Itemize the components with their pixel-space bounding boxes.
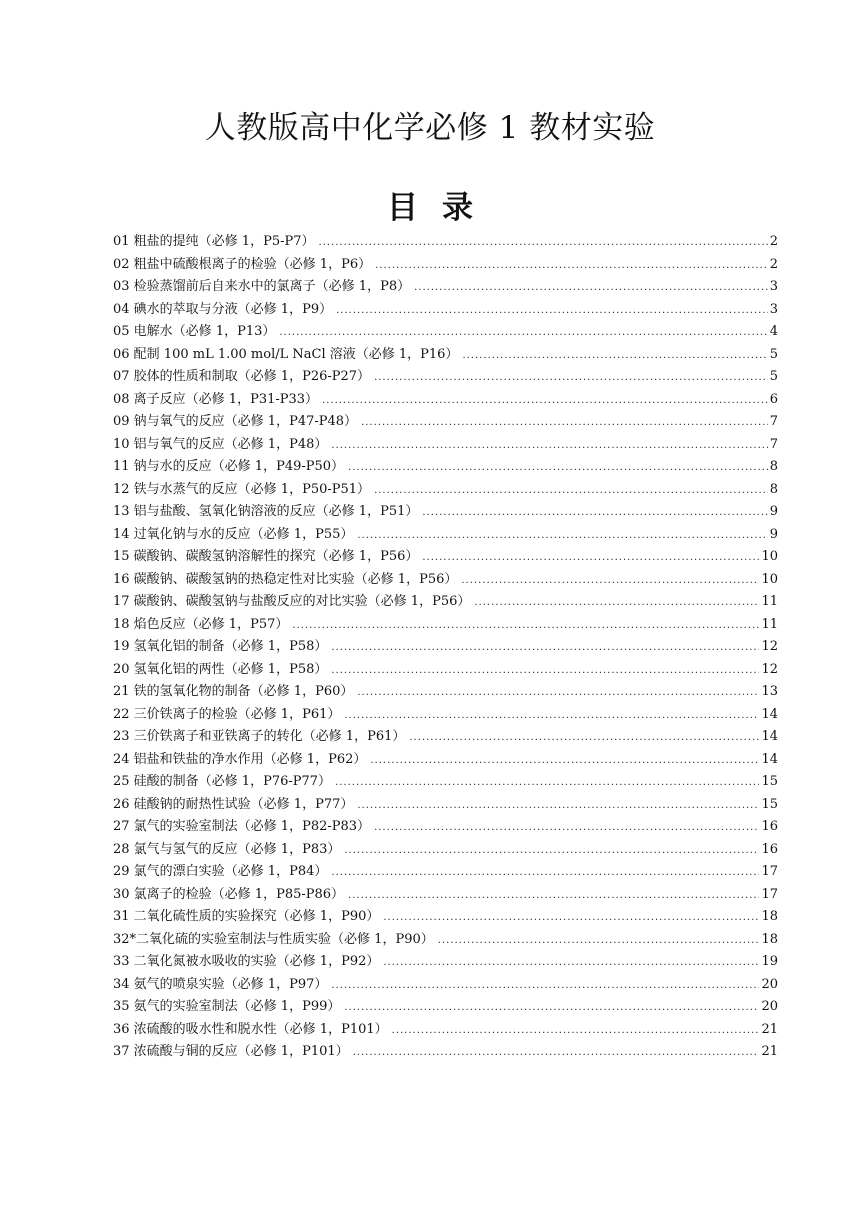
toc-entry-label: 15 碳酸钠、碳酸氢钠溶解性的探究（必修 1，P56） [113, 549, 419, 564]
toc-entry[interactable] [113, 321, 778, 344]
toc-dot-leader [331, 862, 759, 885]
toc-entry[interactable] [113, 816, 778, 839]
toc-entry-label: 16 碳酸钠、碳酸氢钠的热稳定性对比实验（必修 1，P56） [113, 571, 458, 587]
toc-entry-label: 03 检验蒸馏前后自来水中的氯离子（必修 1，P8） [113, 279, 411, 294]
toc-entry-label: 13 铝与盐酸、氢氧化钠溶液的反应（必修 1，P51） [113, 504, 419, 519]
toc-entry[interactable] [113, 951, 778, 974]
toc-entry[interactable] [113, 726, 778, 749]
toc-entry-label: 29 氯气的漂白实验（必修 1，P84） [113, 864, 328, 879]
toc-entry-label: 30 氯离子的检验（必修 1，P85-P86） [113, 886, 345, 902]
toc-entry-label: 17 碳酸钠、碳酸氢钠与盐酸反应的对比实验（必修 1，P56） [113, 594, 471, 609]
toc-entry-label: 08 离子反应（必修 1，P31-P33） [113, 391, 319, 407]
toc-dot-leader [361, 412, 768, 435]
toc-dot-leader [344, 840, 759, 863]
toc-entry-label: 35 氨气的实验室制法（必修 1，P99） [113, 999, 341, 1014]
toc-entry[interactable] [113, 524, 778, 547]
toc-entry-page-number: 7 [769, 436, 778, 452]
toc-dot-leader [374, 817, 759, 840]
toc-entry-page-number: 21 [761, 1021, 778, 1037]
toc-entry[interactable] [113, 636, 778, 659]
toc-entry-label: 12 铁与水蒸气的反应（必修 1，P50-P51） [113, 481, 371, 497]
toc-entry[interactable] [113, 906, 778, 929]
toc-entry[interactable] [113, 389, 778, 412]
toc-dot-leader [344, 705, 759, 728]
toc-entry-page-number: 20 [761, 976, 778, 992]
toc-dot-leader [375, 255, 768, 278]
toc-entry-page-number: 7 [769, 414, 778, 429]
toc-dot-leader [331, 637, 759, 660]
toc-entry[interactable] [113, 569, 778, 592]
toc-entry-page-number: 3 [769, 301, 778, 317]
toc-dot-leader [461, 570, 759, 593]
toc-entry-page-number: 18 [761, 909, 778, 924]
toc-entry-page-number: 18 [761, 931, 778, 947]
toc-entry[interactable] [113, 254, 778, 277]
toc-entry-label: 14 过氧化钠与水的反应（必修 1，P55） [113, 526, 354, 542]
toc-dot-leader [422, 547, 759, 570]
toc-dot-leader [336, 300, 768, 323]
toc-heading-char-2: 录 [442, 190, 473, 226]
toc-dot-leader [462, 345, 767, 368]
toc-entry[interactable] [113, 479, 778, 502]
toc-entry-label: 11 钠与水的反应（必修 1，P49-P50） [113, 459, 345, 474]
toc-entry-page-number: 13 [761, 684, 778, 699]
toc-entry[interactable] [113, 411, 778, 434]
toc-dot-leader [331, 660, 759, 683]
toc-dot-leader [331, 975, 759, 998]
toc-entry[interactable] [113, 434, 778, 457]
toc-dot-leader [474, 592, 759, 615]
toc-entry[interactable] [113, 996, 778, 1019]
toc-entry[interactable] [113, 974, 778, 997]
toc-entry-page-number: 17 [761, 886, 778, 902]
toc-entry-page-number: 8 [769, 481, 778, 497]
toc-entry-label: 23 三价铁离子和亚铁离子的转化（必修 1，P61） [113, 729, 406, 744]
toc-entry-page-number: 2 [769, 234, 778, 249]
toc-entry[interactable] [113, 456, 778, 479]
toc-dot-leader [357, 682, 759, 705]
toc-entry[interactable] [113, 366, 778, 389]
toc-entry-label: 25 硅酸的制备（必修 1，P76-P77） [113, 774, 332, 789]
toc-entry-label: 24 铝盐和铁盐的净水作用（必修 1，P62） [113, 751, 367, 767]
toc-entry-label: 05 电解水（必修 1，P13） [113, 324, 276, 339]
document-title: 人教版高中化学必修 1 教材实验 [204, 110, 656, 146]
toc-entry-page-number: 10 [761, 571, 778, 587]
toc-entry-page-number: 8 [769, 459, 778, 474]
toc-dot-leader [344, 997, 759, 1020]
toc-dot-leader [414, 277, 768, 300]
toc-entry[interactable] [113, 276, 778, 299]
toc-entry[interactable] [113, 861, 778, 884]
toc-entry-label: 01 粗盐的提纯（必修 1，P5-P7） [113, 234, 315, 249]
toc-entry-page-number: 16 [761, 841, 778, 857]
toc-entry-page-number: 3 [769, 279, 778, 294]
toc-entry[interactable] [113, 704, 778, 727]
toc-entry-page-number: 12 [761, 639, 778, 654]
toc-dot-leader [331, 435, 767, 458]
toc-dot-leader [422, 502, 767, 525]
toc-dot-leader [370, 750, 759, 773]
toc-dot-leader [374, 480, 768, 503]
toc-entry-label: 19 氢氧化铝的制备（必修 1，P58） [113, 639, 328, 654]
toc-entry-label: 33 二氧化氮被水吸收的实验（必修 1，P92） [113, 954, 380, 969]
toc-entry-label: 09 钠与氧气的反应（必修 1，P47-P48） [113, 414, 358, 429]
toc-entry-label: 22 三价铁离子的检验（必修 1，P61） [113, 706, 341, 722]
toc-entry-label: 06 配制 100 mL 1.00 mol/L NaCl 溶液（必修 1，P16） [113, 346, 459, 362]
toc-dot-leader [348, 457, 768, 480]
toc-entry-page-number: 11 [761, 616, 778, 632]
toc-entry[interactable] [113, 344, 778, 367]
toc-entry-label: 07 胶体的性质和制取（必修 1，P26-P27） [113, 369, 371, 384]
toc-entry[interactable] [113, 1019, 778, 1042]
toc-entry-label: 20 氢氧化铝的两性（必修 1，P58） [113, 661, 328, 677]
toc-heading-char-1: 目 [387, 190, 418, 226]
toc-entry-page-number: 14 [761, 729, 778, 744]
toc-dot-leader [319, 232, 768, 255]
toc-entry-label: 37 浓硫酸与铜的反应（必修 1，P101） [113, 1044, 349, 1059]
toc-entry-page-number: 20 [761, 999, 778, 1014]
toc-entry-page-number: 4 [769, 324, 778, 339]
toc-entry-page-number: 17 [761, 864, 778, 879]
toc-entry[interactable] [113, 771, 778, 794]
toc-entry-page-number: 16 [761, 819, 778, 834]
toc-entry[interactable] [113, 681, 778, 704]
toc-dot-leader [357, 525, 767, 548]
toc-entry[interactable] [113, 231, 778, 254]
toc-entry-page-number: 15 [761, 796, 778, 812]
toc-entry-label: 02 粗盐中硫酸根离子的检验（必修 1，P6） [113, 256, 372, 272]
toc-list [113, 231, 778, 1064]
toc-entry-page-number: 19 [761, 954, 778, 969]
toc-dot-leader [292, 615, 759, 638]
toc-entry[interactable] [113, 749, 778, 772]
toc-entry-label: 28 氯气与氢气的反应（必修 1，P83） [113, 841, 341, 857]
toc-entry-page-number: 21 [761, 1044, 778, 1059]
toc-entry-label: 04 碘水的萃取与分液（必修 1，P9） [113, 301, 333, 317]
toc-dot-leader [409, 727, 759, 750]
toc-entry[interactable] [113, 501, 778, 524]
toc-entry-label: 26 硅酸钠的耐热性试验（必修 1，P77） [113, 796, 354, 812]
toc-entry-page-number: 10 [761, 549, 778, 564]
toc-entry[interactable] [113, 591, 778, 614]
toc-dot-leader [374, 367, 768, 390]
toc-dot-leader [383, 907, 759, 930]
toc-dot-leader [353, 1042, 760, 1065]
toc-entry[interactable] [113, 299, 778, 322]
toc-entry-page-number: 14 [761, 706, 778, 722]
toc-entry-page-number: 5 [769, 346, 778, 362]
toc-dot-leader [438, 930, 760, 953]
toc-dot-leader [392, 1020, 760, 1043]
toc-entry[interactable] [113, 614, 778, 637]
toc-entry[interactable] [113, 884, 778, 907]
toc-entry-label: 10 铝与氧气的反应（必修 1，P48） [113, 436, 328, 452]
toc-entry-page-number: 5 [769, 369, 778, 384]
toc-entry-page-number: 6 [769, 391, 778, 407]
toc-entry-page-number: 11 [761, 594, 778, 609]
toc-entry-page-number: 2 [769, 256, 778, 272]
toc-entry-page-number: 15 [761, 774, 778, 789]
toc-entry[interactable] [113, 1041, 778, 1064]
toc-dot-leader [335, 772, 759, 795]
toc-entry[interactable] [113, 546, 778, 569]
toc-entry-page-number: 9 [769, 526, 778, 542]
toc-dot-leader [357, 795, 759, 818]
toc-entry-page-number: 12 [761, 661, 778, 677]
toc-dot-leader [348, 885, 759, 908]
toc-heading [0, 186, 860, 230]
toc-entry[interactable] [113, 929, 778, 952]
toc-entry-label: 18 焰色反应（必修 1，P57） [113, 616, 289, 632]
toc-entry-label: 36 浓硫酸的吸水性和脱水性（必修 1，P101） [113, 1021, 388, 1037]
toc-entry-label: 21 铁的氢氧化物的制备（必修 1，P60） [113, 684, 354, 699]
toc-entry-page-number: 14 [761, 751, 778, 767]
toc-entry-page-number: 9 [769, 504, 778, 519]
toc-entry-label: 34 氨气的喷泉实验（必修 1，P97） [113, 976, 328, 992]
toc-entry[interactable] [113, 659, 778, 682]
toc-dot-leader [383, 952, 759, 975]
toc-dot-leader [322, 390, 768, 413]
toc-entry-label: 32*二氧化硫的实验室制法与性质实验（必修 1，P90） [113, 931, 434, 947]
toc-entry-label: 31 二氧化硫性质的实验探究（必修 1，P90） [113, 909, 380, 924]
toc-entry-label: 27 氯气的实验室制法（必修 1，P82-P83） [113, 819, 371, 834]
toc-entry[interactable] [113, 839, 778, 862]
toc-dot-leader [279, 322, 767, 345]
toc-entry[interactable] [113, 794, 778, 817]
